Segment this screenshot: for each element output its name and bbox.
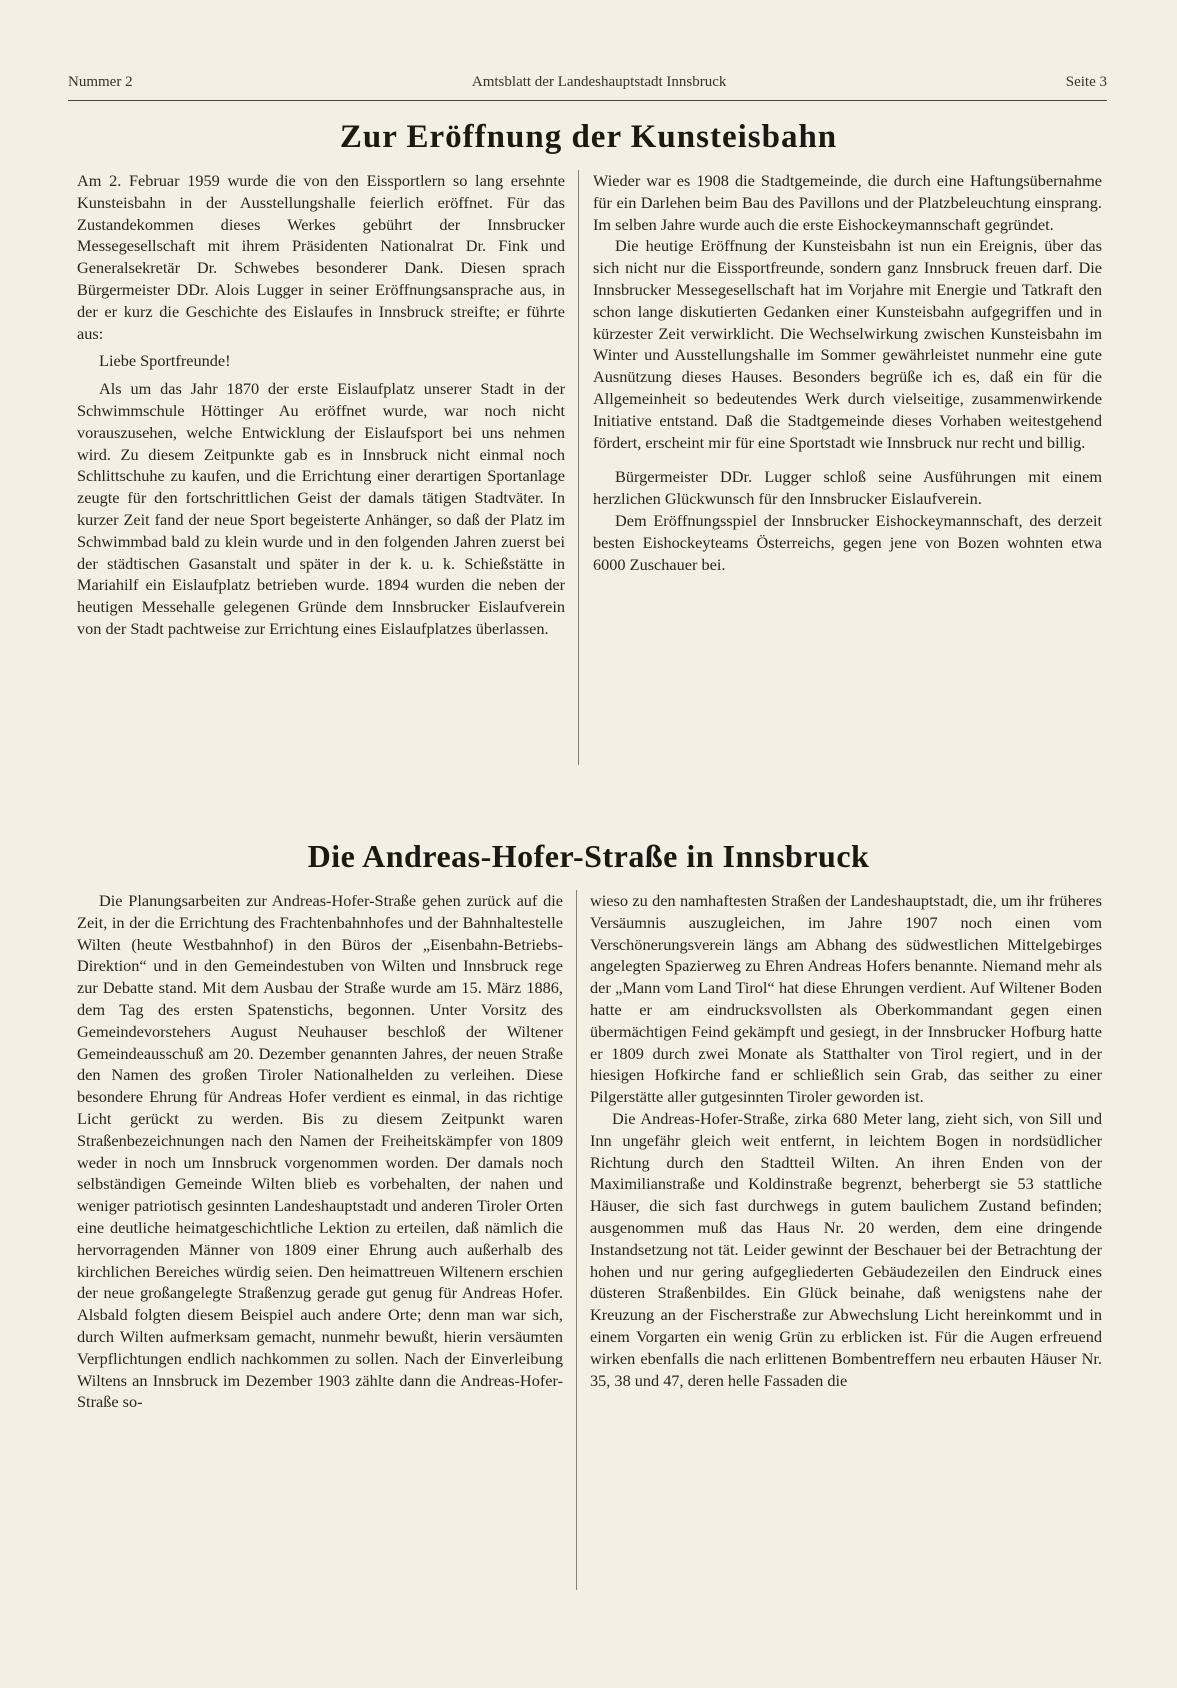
paragraph: Die Andreas-Hofer-Straße, zirka 680 Meter lang, zieht sich, von Sill und Inn ungefähr gleich weit entfernt, in leichtem Bogen in nordsüdlicher Richtung durch den Stadtteil Wilten. An ihren Enden von der Maximilianstraße und Koldinstraße begrenzt, beherbergt sie 53 stattliche Häuser, die sich fast durchwegs in gutem baulichem Zustand befinden; ausgenommen muß das Haus Nr. 20 werden, dem eine dringende Instandsetzung not tät. Leider gewinnt der Beschauer bei der Betrachtung der hohen und nur gering aufgegliederten Gebäudezeilen den Eindruck eines düsteren Straßenbildes. Ein Glück beinahe, daß wenigstens nahe der Kreuzung an der Fischerstraße zur Abwechslung Licht hereinkommt und in einem Vorgarten ein wenig Grün zu erblicken ist. Für die Augen erfreuend wirken ebenfalls die nach erlittenen Bombentreffern neu erbauten Häuser Nr. 35, 38 und 47, deren helle Fassaden die (590, 1108, 1102, 1390)
page-number: Seite 3 (1065, 74, 1107, 90)
issue-number: Nummer 2 (68, 74, 133, 90)
column-divider (578, 170, 579, 765)
paragraph: Wieder war es 1908 die Stadtgemeinde, die durch eine Haftungsübernahme für ein Darlehen beim Bau des Pavillons und der Platzbeleuchtung einsprang. Im selben Jahre wurde auch die erste Eishockeymannschaft gegründet. (593, 171, 1102, 234)
paragraph: Bürgermeister DDr. Lugger schloß seine Ausführungen mit einem herzlichen Glückwunsch für den Innsbrucker Eislaufverein. (593, 467, 1102, 509)
paragraph: Als um das Jahr 1870 der erste Eislaufplatz unserer Stadt in der Schwimmschule Höttinger Au eröffnet wurde, war noch nicht vorauszusehen, welche Entwicklung der Eislaufsport bei uns nehmen wird. Zu diesem Zeitpunkte gab es in Innsbruck nicht einmal noch Schlittschuhe zu kaufen, und die Errichtung einer derartigen Sportanlage zeugte für den fortschrittlichen Geist der damals tätigen Stadtväter. In kurzer Zeit fand der neue Sport begeisterte Anhänger, so daß der Platz im Schwimmbad bald zu klein wurde und in den folgenden Jahren zuerst bei der städtischen Gasanstalt und später in der k. u. k. Schießstätte in Mariahilf ein Eislaufplatz betrieben wurde. 1894 wurden die neben der heutigen Messehalle gelegenen Gründe dem Innsbrucker Eislaufverein von der Stadt pachtweise zur Errichtung eines Eislaufplatzes überlassen. (77, 379, 565, 638)
paragraph: Die heutige Eröffnung der Kunsteisbahn ist nun ein Ereignis, über das sich nicht nur die Eissportfreunde, sondern ganz Innsbruck freuen darf. Die Innsbrucker Messegesellschaft hat im Vorjahre mit Energie und Tatkraft den schon lange diskutierten Gedanken einer Kunsteisbahn aufgegriffen und in kürzester Zeit verwirklicht. Die Wechselwirkung zwischen Kunsteisbahn im Winter und Ausstellungshalle im Sommer gewährleistet nunmehr eine gute Ausnützung dieses Hauses. Besonders begrüße ich es, daß ein für die Allgemeinheit so bedeutendes Werk durch vielseitige, zusammenwirkende Initiative entstand. Daß die Stadtgemeinde dieses Vorhaben weitestgehend fördert, erscheint mir für eine Sportstadt wie Innsbruck nur recht und billig. (593, 236, 1102, 452)
paragraph: wieso zu den namhaftesten Straßen der Landeshauptstadt, die, um ihr früheres Versäumnis auszugleichen, im Jahre 1907 noch einen vom Verschönerungsverein längs am Abhang des südwestlichen Mittelgebirges angelegten Spazierweg zu Ehren Andreas Hofers benannte. Niemand mehr als der „Mann vom Land Tirol“ hat diese Ehrungen verdient. Auf Wiltener Boden hatte er am eindrucksvollsten als Oberkommandant gegen einen übermächtigen Feind gekämpft und gesiegt, in der Innsbrucker Hofburg hatte er 1809 durch zwei Monate als Statthalter von Tirol regiert, und in der hiesigen Hofkirche fand er schließlich sein Grab, das seither zu einer Pilgerstätte aller gutgesinnten Tiroler geworden ist. (590, 891, 1102, 1107)
article-kunsteisbahn-right-column (593, 170, 1102, 810)
article-title-kunsteisbahn: Zur Eröffnung der Kunsteisbahn (339, 119, 838, 155)
publication-name: Amtsblatt der Landeshauptstadt Innsbruck (471, 74, 727, 90)
article-title-andreas-hofer-strasse: Die Andreas-Hofer-Straße in Innsbruck (307, 838, 870, 874)
paragraph: Dem Eröffnungsspiel der Innsbrucker Eishockeymannschaft, des derzeit besten Eishockeyteams Österreichs, gegen jene von Bozen wohnten etwa 6000 Zuschauer bei. (593, 510, 1102, 574)
column-divider (576, 890, 577, 1590)
article-andreas-hofer-right-column (590, 890, 1102, 1610)
page-header (68, 74, 1107, 98)
article-andreas-hofer-left-column (77, 890, 563, 1610)
salutation: Liebe Sportfreunde! (99, 351, 231, 371)
paragraph: Die Planungsarbeiten zur Andreas-Hofer-Straße gehen zurück auf die Zeit, in der die Errichtung des Frachtenbahnhofes und der Bahnhaltestelle Wilten (heute Westbahnhof) in den Büros der „Eisenbahn-Betriebs-Direktion“ und in den Gemeindestuben von Wilten und Innsbruck rege zur Debatte stand. Mit dem Ausbau der Straße wurde am 15. März 1886, dem Tag des ersten Spatenstichs, begonnen. Unter Vorsitz des Gemeindevorstehers August Neuhauser beschloß der Wiltener Gemeindeausschuß am 20. Dezember genannten Jahres, der neuen Straße den Namen des großen Tiroler Nationalhelden zu verleihen. Diese besondere Ehrung für Andreas Hofer verdient es einmal, in das richtige Licht gerückt zu werden. Bis zu diesem Zeitpunkt waren Straßenbezeichnungen nach den Namen der Freiheitskämpfer von 1809 weder in noch um Innsbruck vorgenommen worden. Der damals noch selbständigen Gemeinde Wilten blieb es vorbehalten, der nahen und weniger patriotisch gesinnten Landeshauptstadt und anderen Tiroler Orten eine deutliche heimatgeschichtliche Lektion zu erteilen, daß nämlich die hervorragenden Männer von 1809 einer Ehrung auch außerhalb des kirchlichen Bereiches würdig seien. Den heimattreuen Wiltenern erschien der neue großangelegte Straßenzug gerade gut genug für Andreas Hofer. Alsbald folgten diesem Beispiel auch andere Orte; denn man war sich, durch Wilten aufmerksam gemacht, nunmehr bewußt, hierin versäumten Verpflichtungen endlich nachkommen zu sollen. Nach der Einverleibung Wiltens an Innsbruck im Dezember 1903 zählte dann die Andreas-Hofer-Straße so- (77, 891, 563, 1412)
paragraph: Am 2. Februar 1959 wurde die von den Eissportlern so lang ersehnte Kunsteisbahn in der Ausstellungshalle feierlich eröffnet. Für das Zustandekommen dieses Werkes gebührt der Innsbrucker Messegesellschaft mit ihrem Präsidenten Nationalrat Dr. Fink und Generalsekretär Dr. Schwebes besonderer Dank. Diesen sprach Bürgermeister DDr. Alois Lugger in seiner Eröffnungsansprache aus, in der er kurz die Geschichte des Eislaufes in Innsbruck streifte; er führte aus: (77, 171, 565, 343)
article-kunsteisbahn-left-column (77, 170, 565, 810)
header-rule (68, 100, 1107, 101)
